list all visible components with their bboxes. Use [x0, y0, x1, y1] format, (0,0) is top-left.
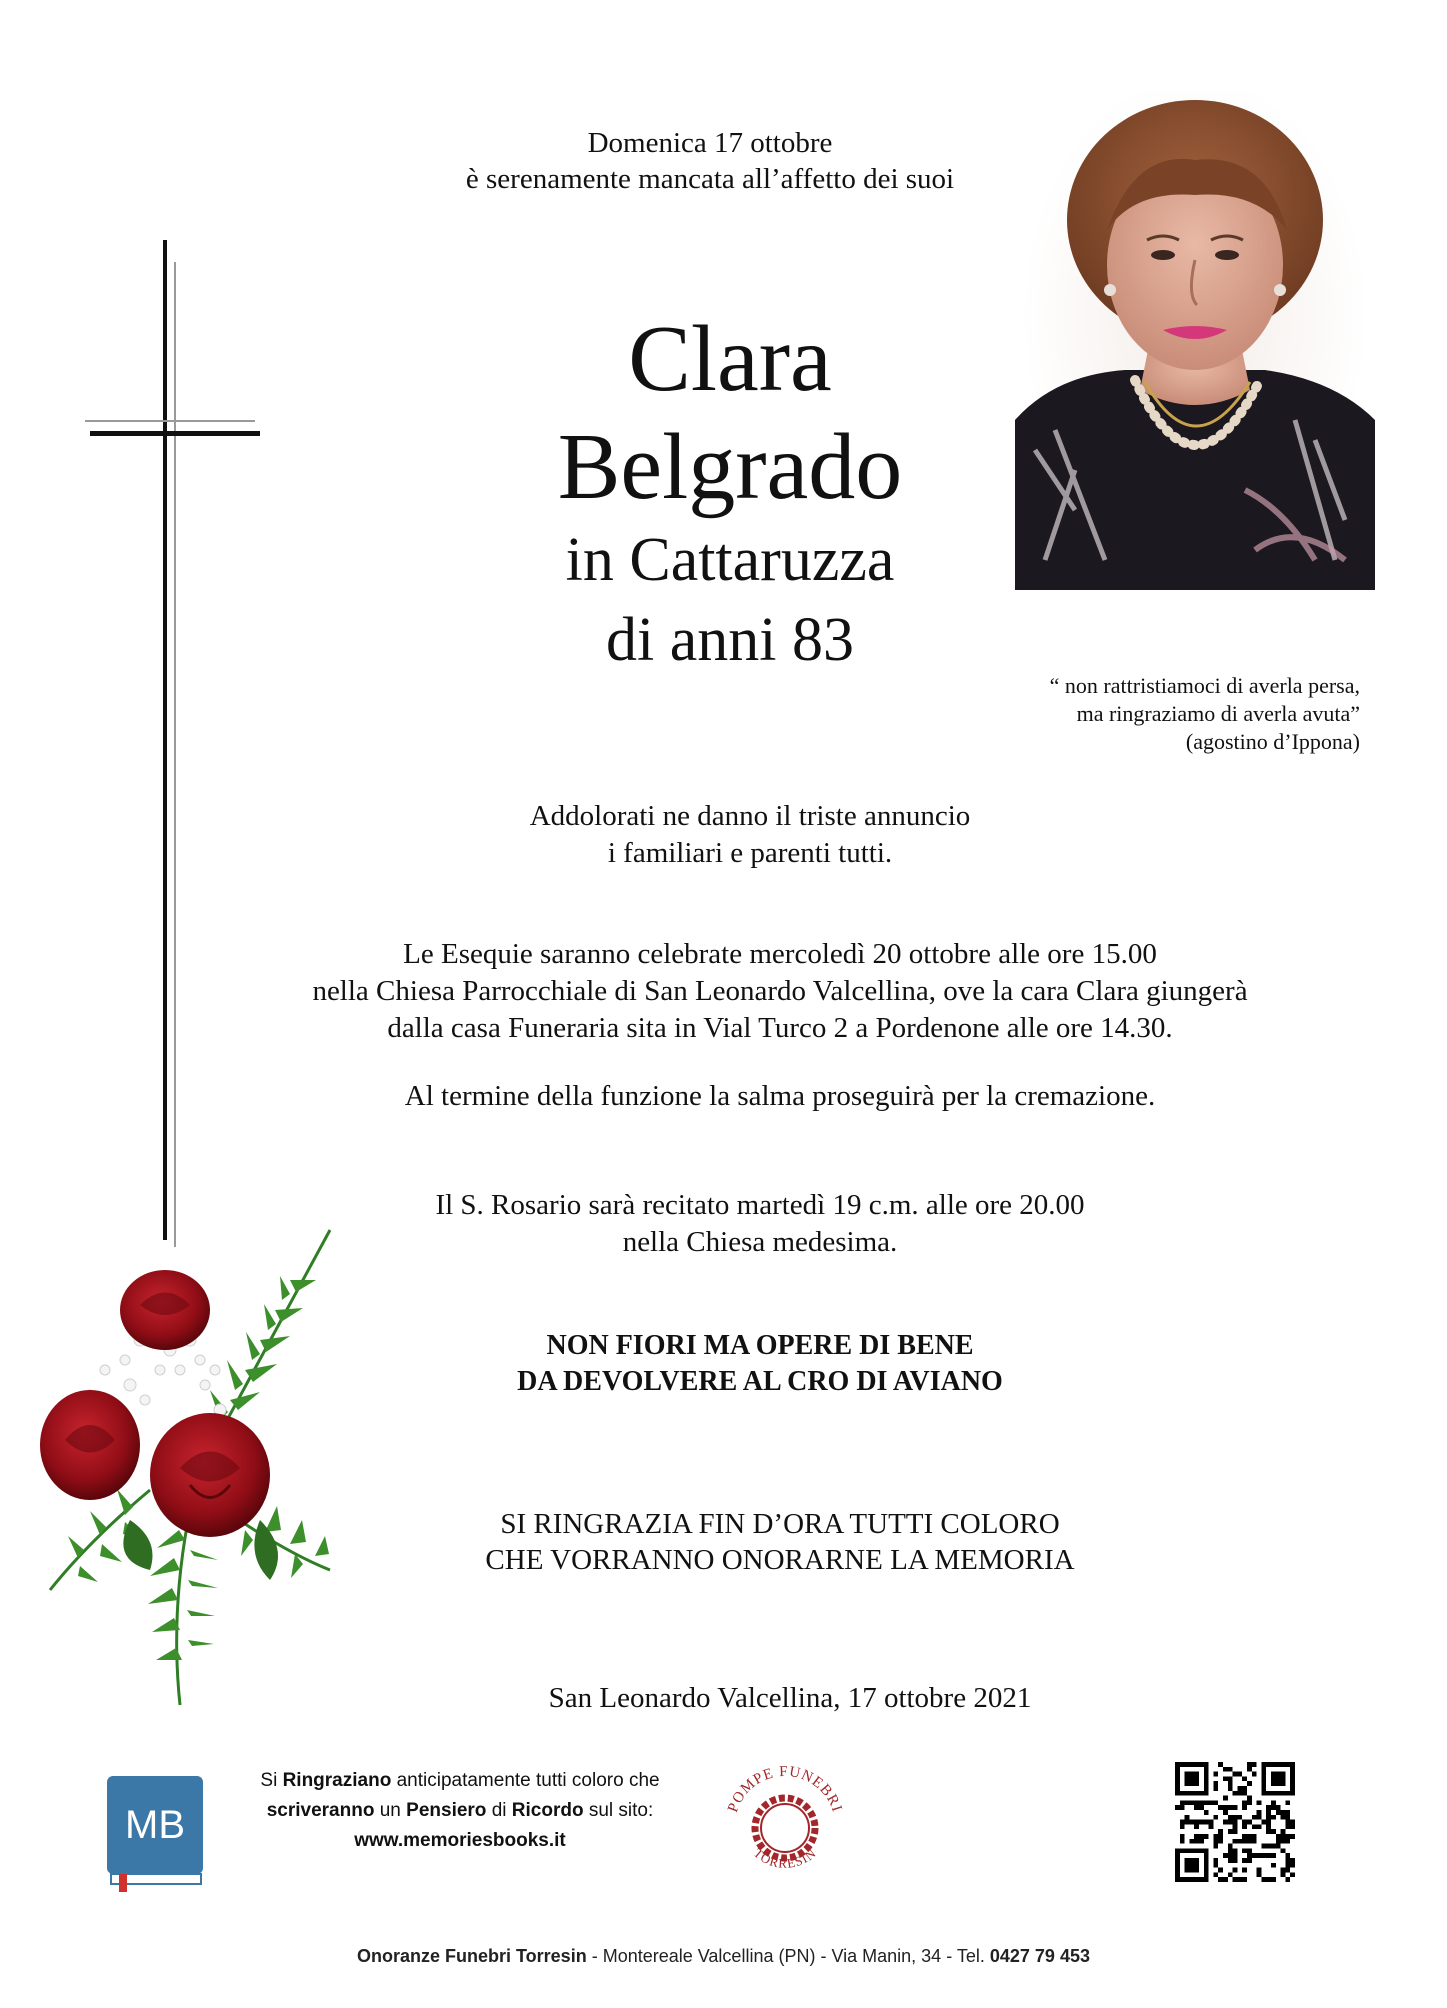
pompe-funebri-logo [720, 1756, 850, 1886]
cross-horizontal [90, 431, 260, 436]
qr-code[interactable] [1175, 1762, 1295, 1882]
svg-text:POMPE FUNEBRI [725, 1764, 845, 1815]
quote-author: (agostino d’Ippona) [1185, 729, 1360, 754]
flowers-note-line-1: NON FIORI MA OPERE DI BENE [546, 1330, 974, 1361]
footer-address: - Montereale Valcellina (PN) - Via Manin, 34 - Tel. [586, 1946, 990, 1966]
rose-bouquet-image [30, 1210, 360, 1710]
intro-line-1: Domenica 17 ottobre [587, 127, 833, 159]
rosary-details [300, 1187, 1220, 1261]
deceased-name [430, 305, 1030, 521]
flowers-note [360, 1328, 1160, 1400]
place-date: San Leonardo Valcellina, 17 ottobre 2021 [548, 1682, 1032, 1714]
cross-horizontal-shadow [85, 420, 255, 422]
announcement-line-2: i familiari e parenti tutti. [607, 837, 893, 869]
memoriesbooks-logo [105, 1774, 205, 1894]
footer-company: Onoranze Funebri Torresin [357, 1946, 587, 1966]
logo-arc-bottom: TORRESIN [750, 1845, 820, 1871]
funeral-line-1: Le Esequie saranno celebrate mercoledì 20 ottobre alle ore 15.00 [403, 938, 1157, 970]
intro-text [330, 125, 1090, 197]
thanks-line-2: CHE VORRANNO ONORARNE LA MEMORIA [485, 1544, 1075, 1576]
rosary-line-2: nella Chiesa medesima. [622, 1226, 898, 1258]
portrait-photo [1015, 90, 1375, 590]
quote [980, 672, 1360, 756]
rosary-line-1: Il S. Rosario sarà recitato martedì 19 c.m. alle ore 20.00 [435, 1189, 1085, 1221]
thanks-note [330, 1506, 1230, 1578]
memories-website-link[interactable]: www.memoriesbooks.it [354, 1830, 566, 1851]
memoriesbooks-logo-text: MB [125, 1803, 185, 1847]
thanks-line-1: SI RINGRAZIA FIN D’ORA TUTTI COLORO [500, 1508, 1060, 1540]
funeral-details [160, 936, 1400, 1047]
first-name: Clara [628, 307, 832, 411]
svg-text:TORRESIN [751, 1845, 819, 1871]
funeral-line-3: dalla casa Funeraria sita in Vial Turco 2 a Pordenone alle ore 14.30. [387, 1012, 1173, 1044]
intro-line-2: è serenamente mancata all’affetto dei suoi [465, 163, 955, 195]
announcement-line-1: Addolorati ne danno il triste annuncio [529, 800, 971, 832]
footer-phone: 0427 79 453 [989, 1946, 1090, 1966]
married-name: in Cattaruzza [565, 526, 895, 594]
last-name: Belgrado [557, 415, 903, 519]
footer [0, 1944, 1447, 1968]
quote-line-1: “ non rattristiamoci di averla persa, [1049, 673, 1360, 698]
flowers-note-line-2: DA DEVOLVERE AL CRO DI AVIANO [517, 1366, 1003, 1397]
memoriesbooks-message [215, 1766, 705, 1856]
deceased-details [430, 520, 1030, 680]
logo-arc-top: POMPE FUNEBRI [725, 1763, 845, 1815]
memories-line-1: Si Ringraziano anticipatamente tutti coloro che [260, 1770, 660, 1791]
age: di anni 83 [606, 606, 854, 674]
funeral-line-2: nella Chiesa Parrocchiale di San Leonardo Valcellina, ove la cara Clara giungerà [312, 975, 1248, 1007]
quote-line-2: ma ringraziamo di averla avuta” [1076, 701, 1360, 726]
memories-line-2: scriveranno un Pensiero di Ricordo sul sito: [266, 1800, 654, 1821]
cremation-note: Al termine della funzione la salma proseguirà per la cremazione. [404, 1080, 1156, 1112]
announcement [420, 798, 1080, 872]
